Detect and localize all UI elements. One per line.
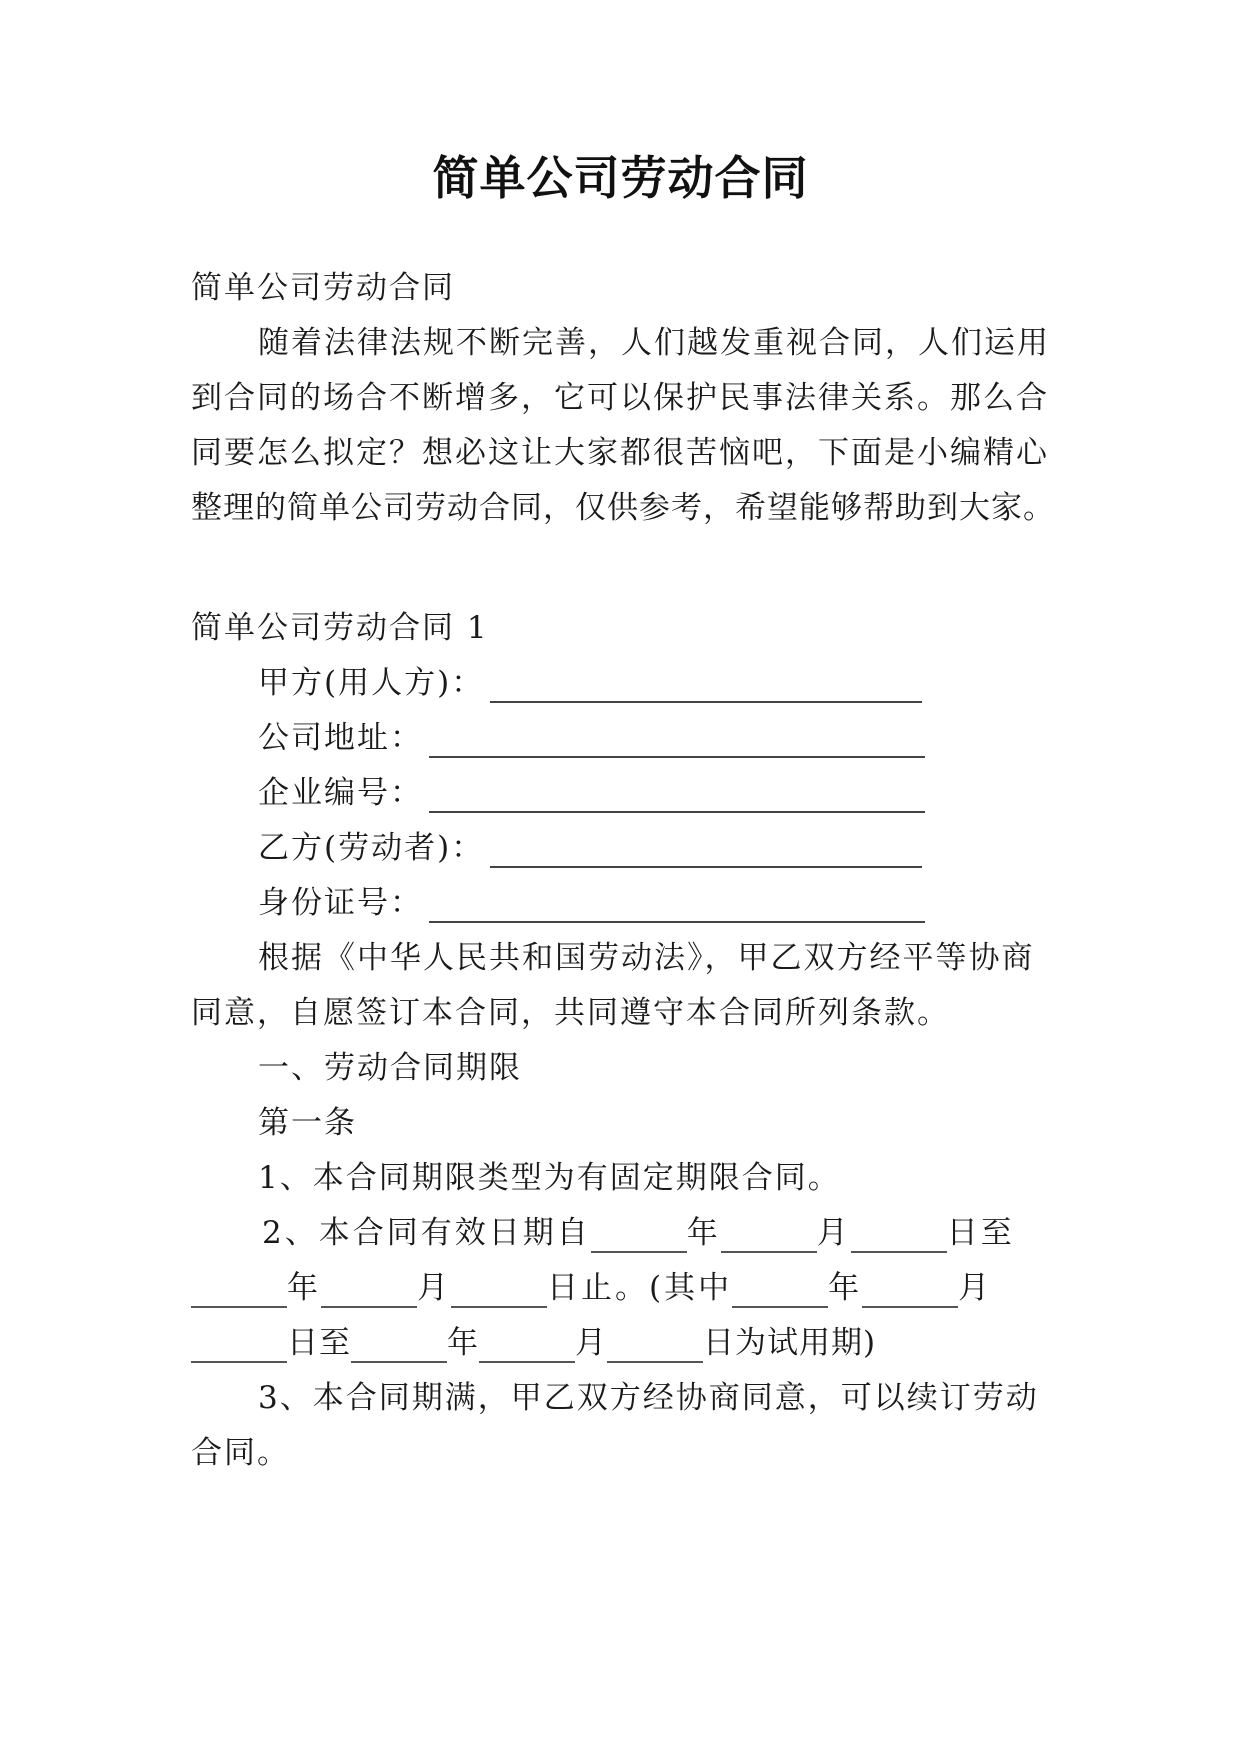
month-blank[interactable] — [721, 1221, 817, 1253]
item-2-line-3 — [191, 1323, 876, 1363]
fill-in-blank[interactable] — [490, 838, 922, 868]
year-blank[interactable] — [191, 1276, 287, 1308]
day-blank[interactable] — [191, 1331, 287, 1363]
month-blank[interactable] — [321, 1276, 417, 1308]
date-text: 年 — [686, 1215, 721, 1251]
intro-line-2: 到合同的场合不断增多，它可以保护民事法律关系。那么合 — [191, 380, 1049, 416]
year-blank[interactable] — [732, 1276, 828, 1308]
field-label: 企业编号： — [258, 775, 423, 811]
field-label: 身份证号： — [258, 885, 423, 921]
intro-line-1: 随着法律法规不断完善，人们越发重视合同，人们运用 — [258, 325, 1050, 361]
intro-heading: 简单公司劳动合同 — [191, 270, 455, 306]
fill-in-blank[interactable] — [429, 783, 925, 813]
date-text: 月 — [958, 1270, 993, 1306]
item-3-line-2: 合同。 — [191, 1435, 290, 1471]
year-blank[interactable] — [591, 1221, 687, 1253]
basis-line-1: 根据《中华人民共和国劳动法》，甲乙双方经平等协商 — [258, 940, 1035, 976]
year-blank[interactable] — [351, 1331, 447, 1363]
date-text: 日至 — [287, 1325, 351, 1361]
day-blank[interactable] — [851, 1221, 947, 1253]
field-id-number — [258, 883, 925, 923]
date-text: 月 — [816, 1215, 851, 1251]
month-blank[interactable] — [479, 1331, 575, 1363]
date-text: 年 — [287, 1270, 321, 1306]
date-text: 2、本合同有效日期自 — [262, 1215, 591, 1251]
date-text: 月 — [417, 1270, 451, 1306]
field-label: 乙方(劳动者)： — [258, 830, 485, 866]
item-1: 1、本合同期限类型为有固定期限合同。 — [258, 1160, 841, 1196]
intro-line-4: 整理的简单公司劳动合同，仅供参考，希望能够帮助到大家。 — [191, 490, 1055, 526]
section-heading: 一、劳动合同期限 — [258, 1050, 522, 1086]
date-text: 日为试用期) — [703, 1325, 877, 1361]
day-blank[interactable] — [607, 1331, 703, 1363]
date-text: 日止。(其中 — [547, 1270, 733, 1306]
contract-heading: 简单公司劳动合同 1 — [191, 610, 489, 646]
day-blank[interactable] — [451, 1276, 547, 1308]
item-3-line-1: 3、本合同期满，甲乙双方经协商同意，可以续订劳动 — [258, 1380, 1039, 1416]
field-company-address — [258, 718, 925, 758]
date-text: 年 — [828, 1270, 863, 1306]
basis-line-2: 同意，自愿签订本合同，共同遵守本合同所列条款。 — [191, 995, 950, 1031]
field-label: 甲方(用人方)： — [258, 665, 485, 701]
item-2-line-1 — [262, 1213, 1015, 1253]
intro-line-3: 同要怎么拟定？想必这让大家都很苦恼吧，下面是小编精心 — [191, 435, 1049, 471]
date-text: 日至 — [946, 1215, 1015, 1251]
date-text: 月 — [575, 1325, 607, 1361]
document-title: 简单公司劳动合同 — [432, 151, 809, 205]
month-blank[interactable] — [862, 1276, 958, 1308]
field-enterprise-number — [258, 773, 925, 813]
fill-in-blank[interactable] — [429, 893, 925, 923]
item-2-line-2 — [191, 1268, 992, 1308]
article-heading: 第一条 — [258, 1105, 357, 1141]
field-label: 公司地址： — [258, 720, 423, 756]
fill-in-blank[interactable] — [490, 673, 922, 703]
field-party-a — [258, 663, 922, 703]
fill-in-blank[interactable] — [429, 728, 925, 758]
field-party-b — [258, 828, 922, 868]
date-text: 年 — [447, 1325, 479, 1361]
